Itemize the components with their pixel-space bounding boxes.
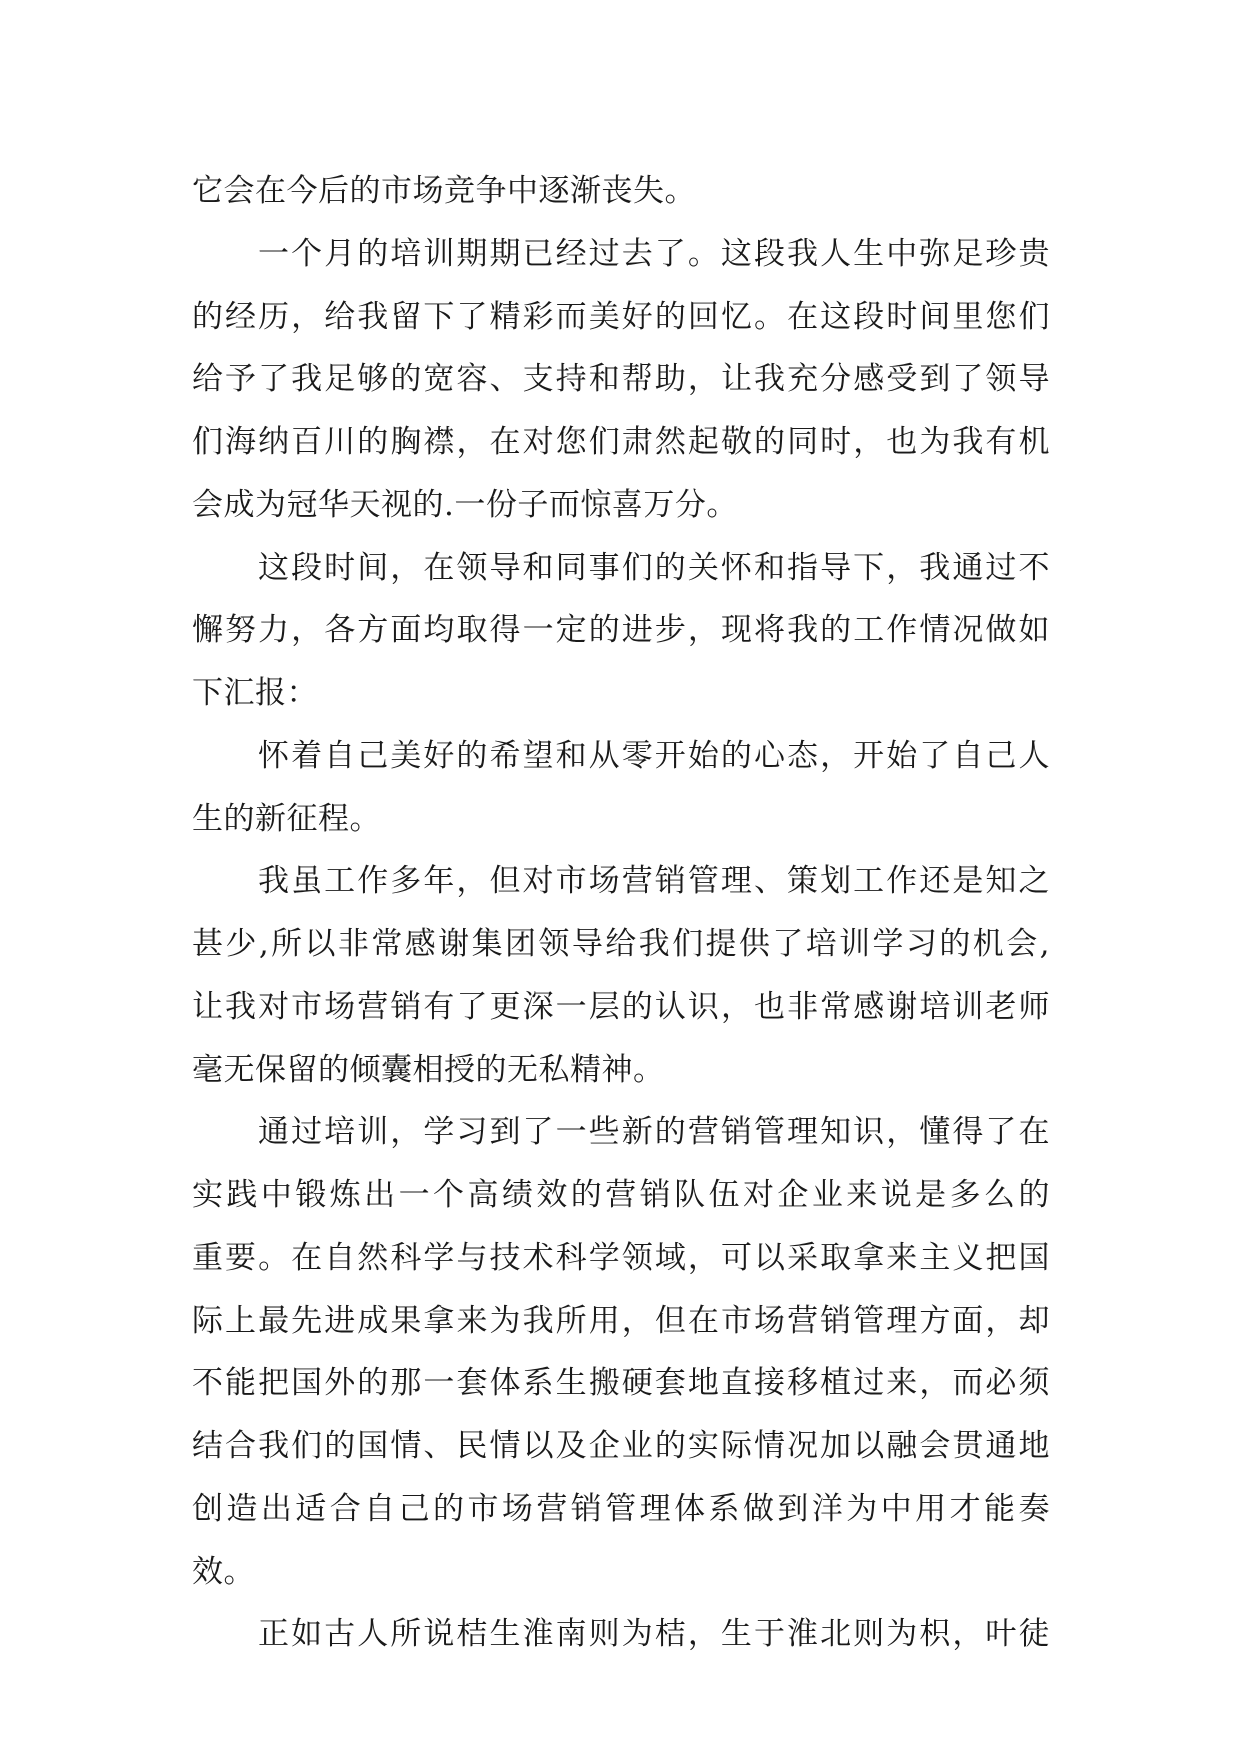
- text-line: 一个月的培训期期已经过去了。这段我人生中弥足珍贵: [258, 235, 1050, 272]
- text-line: 不能把国外的那一套体系生搬硬套地直接移植过来，而必须: [192, 1365, 1050, 1402]
- text-line: 它会在今后的市场竞争中逐渐丧失。: [192, 173, 696, 209]
- text-line: 实践中锻炼出一个高绩效的营销队伍对企业来说是多么的: [192, 1177, 1050, 1213]
- text-line: 创造出适合自己的市场营销管理体系做到洋为中用才能奏: [192, 1490, 1050, 1527]
- text-line: 效。: [192, 1553, 255, 1590]
- text-line: 结合我们的国情、民情以及企业的实际情况加以融会贯通地: [192, 1428, 1050, 1464]
- text-line: 重要。在自然科学与技术科学领域，可以采取拿来主义把国: [192, 1239, 1050, 1276]
- text-line: 让我对市场营销有了更深一层的认识，也非常感谢培训老师: [192, 988, 1050, 1025]
- text-line: 的经历，给我留下了精彩而美好的回忆。在这段时间里您们: [192, 298, 1050, 335]
- text-line: 们海纳百川的胸襟，在对您们肃然起敬的同时，也为我有机: [192, 424, 1050, 460]
- text-line: 这段时间，在领导和同事们的关怀和指导下，我通过不: [258, 549, 1050, 586]
- text-line: 毫无保留的倾囊相授的无私精神。: [192, 1051, 665, 1088]
- text-line: 甚少,所以非常感谢集团领导给我们提供了培训学习的机会,: [192, 926, 1050, 962]
- text-line: 正如古人所说桔生淮南则为桔，生于淮北则为枳，叶徒: [258, 1616, 1050, 1653]
- text-line: 会成为冠华天视的.一份子而惊喜万分。: [192, 486, 738, 523]
- text-line: 际上最先进成果拿来为我所用，但在市场营销管理方面，却: [192, 1302, 1050, 1339]
- text-line: 生的新征程。: [192, 800, 381, 837]
- document-body: [192, 160, 1050, 1666]
- text-line: 给予了我足够的宽容、支持和帮助，让我充分感受到了领导: [192, 361, 1050, 398]
- text-line: 懈努力，各方面均取得一定的进步，现将我的工作情况做如: [192, 612, 1050, 649]
- text-line: 我虽工作多年，但对市场营销管理、策划工作还是知之: [258, 863, 1050, 900]
- text-line: 通过培训，学习到了一些新的营销管理知识，懂得了在: [258, 1114, 1050, 1151]
- text-line: 怀着自己美好的希望和从零开始的心态，开始了自己人: [258, 737, 1050, 774]
- text-line: 下汇报：: [192, 675, 318, 711]
